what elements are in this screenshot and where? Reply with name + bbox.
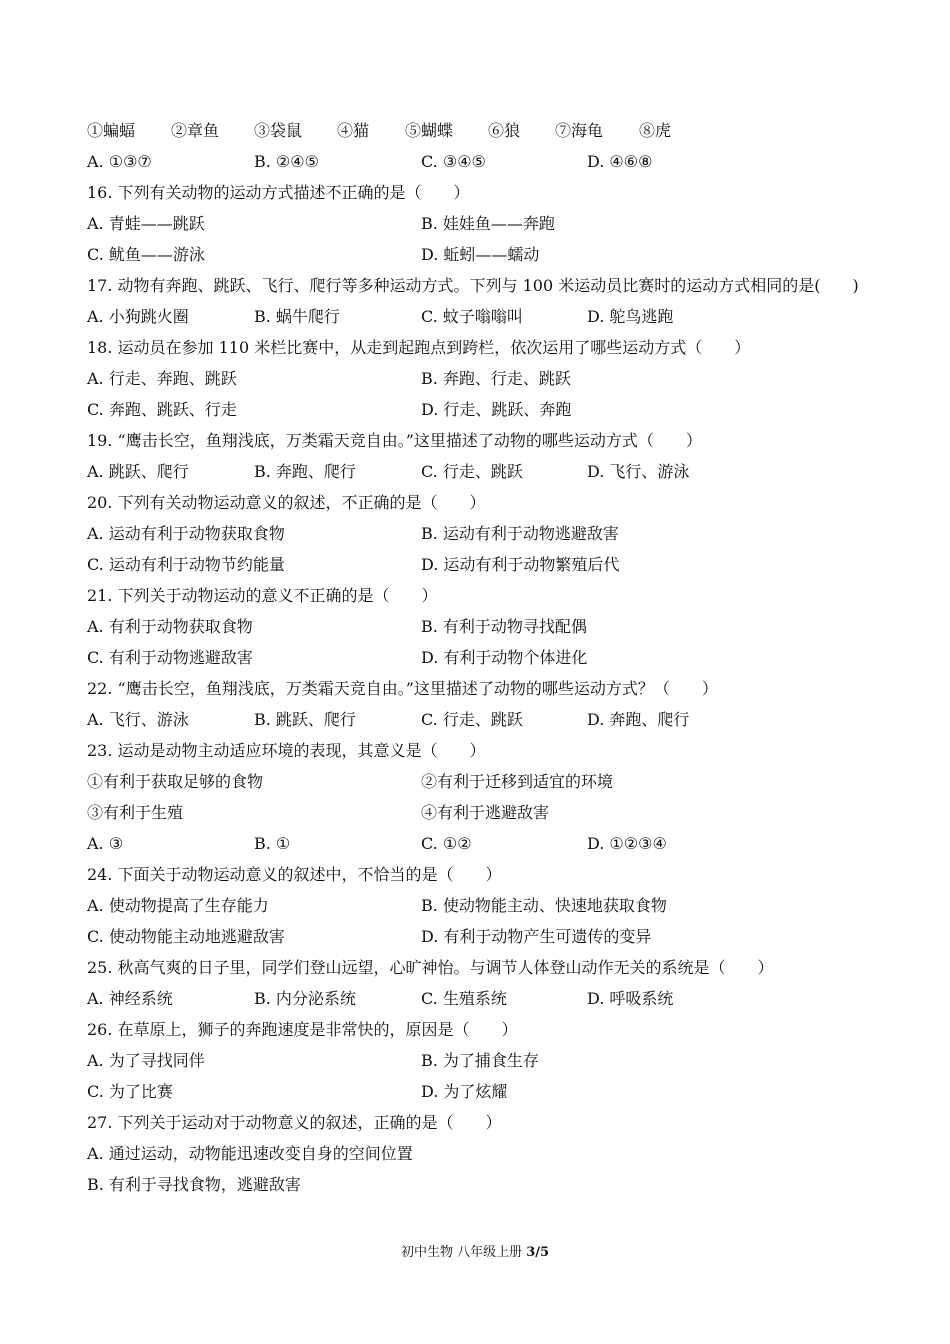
- option-b: B. 奔跑、爬行: [254, 462, 356, 481]
- animal-item: ⑦海龟: [555, 121, 604, 140]
- option-a: A. 通过运动，动物能迅速改变自身的空间位置: [87, 1144, 413, 1163]
- option-d: D. 呼吸系统: [587, 989, 674, 1008]
- option-c: C. 为了比赛: [87, 1082, 173, 1101]
- option-d: D. ④⑥⑧: [587, 152, 653, 171]
- option-d: D. 蚯蚓——蠕动: [421, 245, 540, 264]
- option-d: D. 奔跑、爬行: [587, 710, 690, 729]
- option-row: [87, 983, 887, 1014]
- option-b: B. 奔跑、行走、跳跃: [421, 369, 571, 388]
- option-b: B. ①: [254, 834, 291, 853]
- option-c: C. 奔跑、跳跃、行走: [87, 400, 237, 419]
- statement: ③有利于生殖: [87, 803, 184, 822]
- option-row: [87, 921, 887, 952]
- stem-text: 17. 动物有奔跑、跳跃、飞行、爬行等多种运动方式。下列与 100 米运动员比赛时的运动方式相同的是( ): [87, 276, 859, 295]
- option-c: C. ①②: [421, 834, 472, 853]
- option-c: C. ③④⑤: [421, 152, 486, 171]
- option-a: A. 运动有利于动物获取食物: [87, 524, 285, 543]
- option-a: A. 青蛙——跳跃: [87, 214, 205, 233]
- option-d: D. 鸵鸟逃跑: [587, 307, 674, 326]
- option-c: C. 使动物能主动地逃避敌害: [87, 927, 285, 946]
- option-row: [87, 239, 887, 270]
- stem-text: 24. 下面关于动物运动意义的叙述中，不恰当的是（ ）: [87, 865, 502, 884]
- question-stem: [87, 332, 887, 363]
- option-c: C. 行走、跳跃: [421, 710, 523, 729]
- option-b: B. 跳跃、爬行: [254, 710, 356, 729]
- option-row: [87, 1138, 887, 1169]
- option-d: D. 行走、跳跃、奔跑: [421, 400, 572, 419]
- footer-label: 初中生物 八年级上册: [400, 1245, 527, 1260]
- question-stem: [87, 425, 887, 456]
- option-c: C. 有利于动物逃避敌害: [87, 648, 253, 667]
- option-row: [87, 890, 887, 921]
- option-row: [87, 208, 887, 239]
- statement-row: [87, 766, 887, 797]
- option-row: [87, 518, 887, 549]
- option-row: [87, 1076, 887, 1107]
- option-row: [87, 828, 887, 859]
- option-row: [87, 1169, 887, 1200]
- option-b: B. 使动物能主动、快速地获取食物: [421, 896, 667, 915]
- option-d: D. 运动有利于动物繁殖后代: [421, 555, 620, 574]
- stem-text: 18. 运动员在参加 110 米栏比赛中，从走到起跑点到跨栏，依次运用了哪些运动方式（ ）: [87, 338, 751, 357]
- question-stem: [87, 270, 887, 301]
- option-row: [87, 394, 887, 425]
- option-c: C. 行走、跳跃: [421, 462, 523, 481]
- option-row: [87, 1045, 887, 1076]
- option-b: B. ②④⑤: [254, 152, 319, 171]
- option-d: D. ①②③④: [587, 834, 667, 853]
- stem-text: 25. 秋高气爽的日子里，同学们登山远望，心旷神怡。与调节人体登山动作无关的系统是（ ）: [87, 958, 774, 977]
- question-stem: [87, 580, 887, 611]
- animal-item: ⑤蝴蝶: [405, 121, 454, 140]
- animal-list: [87, 115, 887, 146]
- stem-text: 20. 下列有关动物运动意义的叙述，不正确的是（ ）: [87, 493, 486, 512]
- option-c: C. 蚊子嗡嗡叫: [421, 307, 523, 326]
- stem-text: 19. “鹰击长空，鱼翔浅底，万类霜天竞自由。”这里描述了动物的哪些运动方式（ ）: [87, 431, 702, 450]
- statement-row: [87, 797, 887, 828]
- option-a: A. 跳跃、爬行: [87, 462, 189, 481]
- stem-text: 16. 下列有关动物的运动方式描述不正确的是（ ）: [87, 183, 470, 202]
- option-row: [87, 456, 887, 487]
- option-a: A. 小狗跳火圈: [87, 307, 189, 326]
- option-b: B. 蜗牛爬行: [254, 307, 340, 326]
- question-stem: [87, 1107, 887, 1138]
- statement: ①有利于获取足够的食物: [87, 772, 264, 791]
- option-b: B. 内分泌系统: [254, 989, 356, 1008]
- option-c: C. 运动有利于动物节约能量: [87, 555, 285, 574]
- option-a: A. 神经系统: [87, 989, 173, 1008]
- option-b: B. 有利于寻找食物，逃避敌害: [87, 1175, 301, 1194]
- option-a: A. 使动物提高了生存能力: [87, 896, 269, 915]
- option-b: B. 有利于动物寻找配偶: [421, 617, 587, 636]
- question-stem: [87, 952, 887, 983]
- option-row: [87, 611, 887, 642]
- stem-text: 21. 下列关于动物运动的意义不正确的是（ ）: [87, 586, 438, 605]
- animal-item: ③袋鼠: [254, 121, 303, 140]
- option-d: D. 飞行、游泳: [587, 462, 690, 481]
- option-a: A. ③: [87, 834, 124, 853]
- option-b: B. 娃娃鱼——奔跑: [421, 214, 555, 233]
- option-a: A. ①③⑦: [87, 152, 152, 171]
- option-a: A. 为了寻找同伴: [87, 1051, 205, 1070]
- option-c: C. 生殖系统: [421, 989, 507, 1008]
- stem-text: 23. 运动是动物主动适应环境的表现，其意义是（ ）: [87, 741, 486, 760]
- option-row: [87, 549, 887, 580]
- option-row: [87, 363, 887, 394]
- animal-item: ④猫: [337, 121, 370, 140]
- option-row: [87, 704, 887, 735]
- stem-text: 27. 下列关于运动对于动物意义的叙述，正确的是（ ）: [87, 1113, 502, 1132]
- option-b: B. 运动有利于动物逃避敌害: [421, 524, 619, 543]
- question-stem: [87, 735, 887, 766]
- animal-item: ⑥狼: [488, 121, 521, 140]
- page-number: 3/5: [526, 1245, 550, 1260]
- question-stem: [87, 673, 887, 704]
- question-stem: [87, 1014, 887, 1045]
- option-row: [87, 146, 887, 177]
- option-d: D. 有利于动物产生可遗传的变异: [421, 927, 652, 946]
- option-row: [87, 642, 887, 673]
- statement: ④有利于逃避敌害: [421, 803, 550, 822]
- question-stem: [87, 859, 887, 890]
- option-d: D. 为了炫耀: [421, 1082, 508, 1101]
- option-b: B. 为了捕食生存: [421, 1051, 539, 1070]
- animal-item: ⑧虎: [639, 121, 672, 140]
- question-stem: [87, 487, 887, 518]
- stem-text: 26. 在草原上，狮子的奔跑速度是非常快的，原因是（ ）: [87, 1020, 518, 1039]
- question-stem: [87, 177, 887, 208]
- option-row: [87, 301, 887, 332]
- page-footer: [0, 1243, 950, 1263]
- option-a: A. 飞行、游泳: [87, 710, 189, 729]
- animal-item: ①蝙蝠: [87, 121, 136, 140]
- statement: ②有利于迁移到适宜的环境: [421, 772, 614, 791]
- animal-item: ②章鱼: [171, 121, 220, 140]
- option-a: A. 有利于动物获取食物: [87, 617, 253, 636]
- option-c: C. 鱿鱼——游泳: [87, 245, 205, 264]
- stem-text: 22. “鹰击长空，鱼翔浅底，万类霜天竞自由。”这里描述了动物的哪些运动方式？（ ）: [87, 679, 718, 698]
- option-a: A. 行走、奔跑、跳跃: [87, 369, 237, 388]
- option-d: D. 有利于动物个体进化: [421, 648, 588, 667]
